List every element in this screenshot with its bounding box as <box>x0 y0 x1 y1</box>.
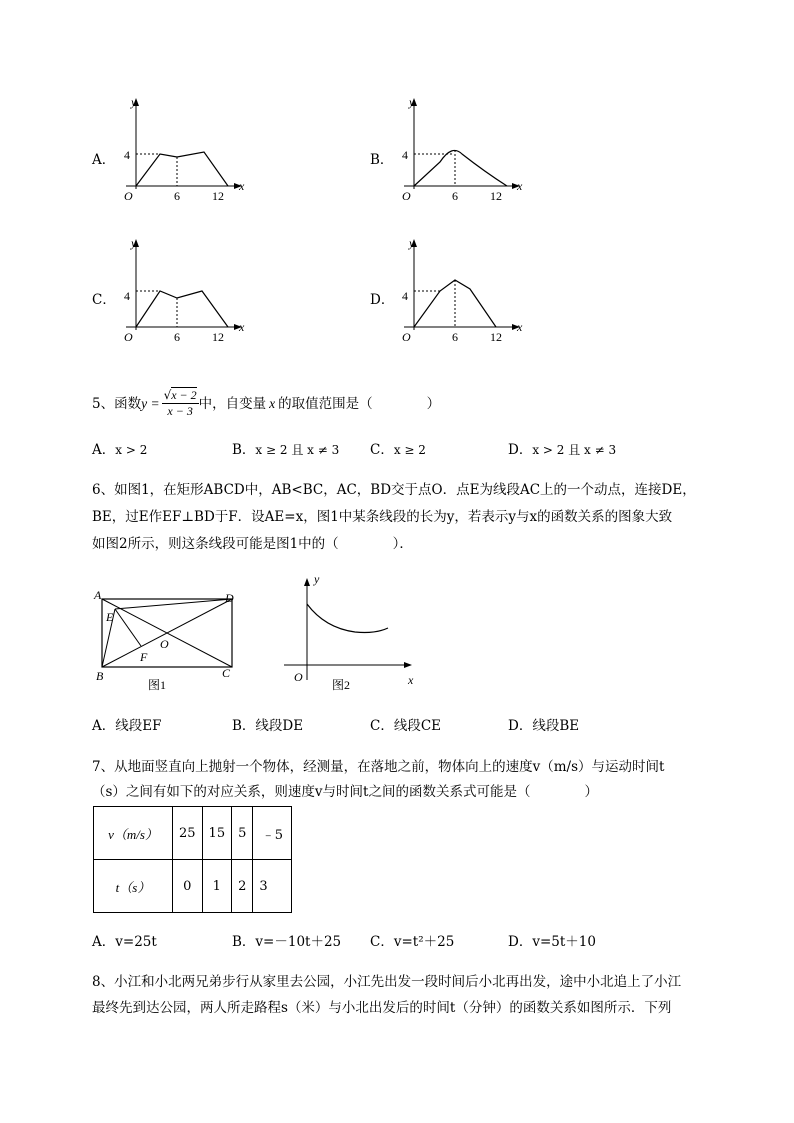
table-cell: 2 <box>232 860 253 913</box>
q5-var: x <box>269 395 276 411</box>
q6-option-b <box>232 716 303 736</box>
q7-option-d <box>508 932 596 952</box>
y-axis-label: y <box>131 236 137 250</box>
option-key: D． <box>508 442 533 458</box>
origin-label: O <box>402 189 411 203</box>
option-text: 线段EF <box>115 718 162 734</box>
option-key: B． <box>232 934 256 950</box>
option-text: x ≥ 2 且 x ≠ 3 <box>255 443 340 457</box>
q4-option-d-label: D． <box>370 292 395 308</box>
q6-line-2: BE，过E作EF⊥BD于F．设AE=x，图1中某条线段的长为y，若表示y与x的函数关系的图象大致 <box>92 509 673 525</box>
vertex-o: O <box>160 637 169 651</box>
option-text: v=－10t＋25 <box>255 934 342 950</box>
vertex-a: A <box>94 588 102 602</box>
q6-option-c <box>370 716 441 736</box>
x6-label: 6 <box>452 189 458 203</box>
x6-label: 6 <box>452 330 458 344</box>
option-key: D． <box>508 718 533 734</box>
option-text: 线段BE <box>532 718 580 734</box>
option-key: C． <box>370 934 394 950</box>
q5-numerator-text: x − 2 <box>171 388 197 402</box>
option-key: C． <box>370 442 394 458</box>
vertex-c: C <box>222 666 231 680</box>
q8-line-1: 8、小江和小北两兄弟步行从家里去公园，小江先出发一段时间后小北再出发，途中小北追上了小江 <box>92 974 682 990</box>
q6-figure-1 <box>90 585 250 695</box>
option-key: B． <box>232 718 256 734</box>
x12-label: 12 <box>490 189 502 203</box>
option-key: B． <box>232 442 256 458</box>
table-cell: 25 <box>173 807 203 860</box>
x6-label: 6 <box>174 189 180 203</box>
q7-value-table <box>93 806 292 913</box>
table-cell: 3 <box>253 860 292 913</box>
table-row <box>94 860 292 913</box>
option-key: A． <box>92 934 116 950</box>
vertex-b: B <box>96 669 104 683</box>
y4-label: 4 <box>124 289 130 303</box>
q5-prefix: 5、函数 <box>92 395 142 412</box>
figure-2-y-label: y <box>314 572 320 586</box>
x-axis-label: x <box>239 320 245 334</box>
q4-option-c-label: C． <box>92 292 116 308</box>
option-text: 线段CE <box>393 718 442 734</box>
option-key: D． <box>508 934 533 950</box>
y-axis-label: y <box>409 236 415 250</box>
q5-y-eq: y = <box>141 395 160 411</box>
y4-label: 4 <box>402 289 408 303</box>
origin-label: O <box>402 330 411 344</box>
q4-graph-a <box>112 92 252 207</box>
q7-option-c <box>370 932 454 952</box>
q7-option-b <box>232 932 341 952</box>
x12-label: 12 <box>212 189 224 203</box>
x-axis-label: x <box>517 320 523 334</box>
y4-label: 4 <box>402 148 408 162</box>
x6-label: 6 <box>174 330 180 344</box>
y4-label: 4 <box>124 148 130 162</box>
q5-denominator: x − 3 <box>167 404 193 418</box>
figure-2-origin: O <box>294 670 303 684</box>
q5-suffix-2: 的取值范围是（ ） <box>278 395 441 412</box>
q6-option-d <box>508 716 579 736</box>
q6-line-1: 6、如图1，在矩形ABCD中，AB<BC，AC，BD交于点O．点E为线段AC上的一个动点，连接DE， <box>92 482 696 498</box>
table-row <box>94 807 292 860</box>
x-axis-label: x <box>517 179 523 193</box>
option-text: v=5t＋10 <box>532 934 596 950</box>
y-axis-label: y <box>131 95 137 109</box>
origin-label: O <box>124 330 133 344</box>
q4-graph-b <box>390 92 530 207</box>
vertex-f: F <box>140 650 148 664</box>
q7-line-2: （s）之间有如下的对应关系，则速度v与时间t之间的函数关系式可能是（ ） <box>92 784 598 800</box>
x12-label: 12 <box>490 330 502 344</box>
q5-option-c <box>370 440 426 460</box>
option-key: C． <box>370 718 394 734</box>
q5-suffix-1: 中，自变量 <box>198 395 267 412</box>
option-key: A． <box>92 442 116 458</box>
vertex-e: E <box>106 610 114 624</box>
q5-option-d <box>508 440 616 460</box>
option-text: v=25t <box>115 934 157 950</box>
sqrt-icon: √ <box>163 388 172 402</box>
q4-option-a-label: A． <box>92 152 116 168</box>
q5-stem <box>92 388 440 419</box>
table-cell: 1 <box>202 860 232 913</box>
q6-figure-2 <box>280 570 420 695</box>
q6-option-a <box>92 716 161 736</box>
figure-1-caption: 图1 <box>148 678 167 692</box>
y-axis-label: y <box>409 95 415 109</box>
q7-line-1: 7、从地面竖直向上抛射一个物体，经测量，在落地之前，物体向上的速度v（m/s）与运动时间t <box>92 759 665 775</box>
vertex-d: D <box>225 591 234 605</box>
q4-graph-c <box>112 233 252 348</box>
q5-option-b <box>232 440 339 460</box>
option-key: A． <box>92 718 116 734</box>
table-head-t: t（s） <box>94 860 173 913</box>
q8-line-2: 最终先到达公园，两人所走路程s（米）与小北出发后的时间t（分钟）的函数关系如图所示．下列 <box>92 1000 672 1016</box>
q5-option-a <box>92 440 147 460</box>
q4-graph-d <box>390 233 530 348</box>
x12-label: 12 <box>212 330 224 344</box>
x-axis-label: x <box>239 179 245 193</box>
table-cell: ﹣5 <box>253 807 292 860</box>
q4-option-b-label: B． <box>370 152 394 168</box>
figure-2-caption: 图2 <box>332 678 351 692</box>
q6-line-3: 如图2所示，则这条线段可能是图1中的（ ）． <box>92 536 413 552</box>
origin-label: O <box>124 189 133 203</box>
table-head-v: v（m/s） <box>94 807 173 860</box>
option-text: x > 2 <box>115 443 148 457</box>
table-cell: 5 <box>232 807 253 860</box>
q5-numerator <box>162 388 199 404</box>
option-text: 线段DE <box>255 718 304 734</box>
q7-option-a <box>92 932 157 952</box>
table-cell: 0 <box>173 860 203 913</box>
option-text: v=t²＋25 <box>393 934 455 950</box>
q5-fraction <box>162 388 199 419</box>
option-text: x > 2 且 x ≠ 3 <box>532 443 617 457</box>
figure-2-x-label: x <box>408 673 414 687</box>
table-cell: 15 <box>202 807 232 860</box>
option-text: x ≥ 2 <box>393 443 426 457</box>
